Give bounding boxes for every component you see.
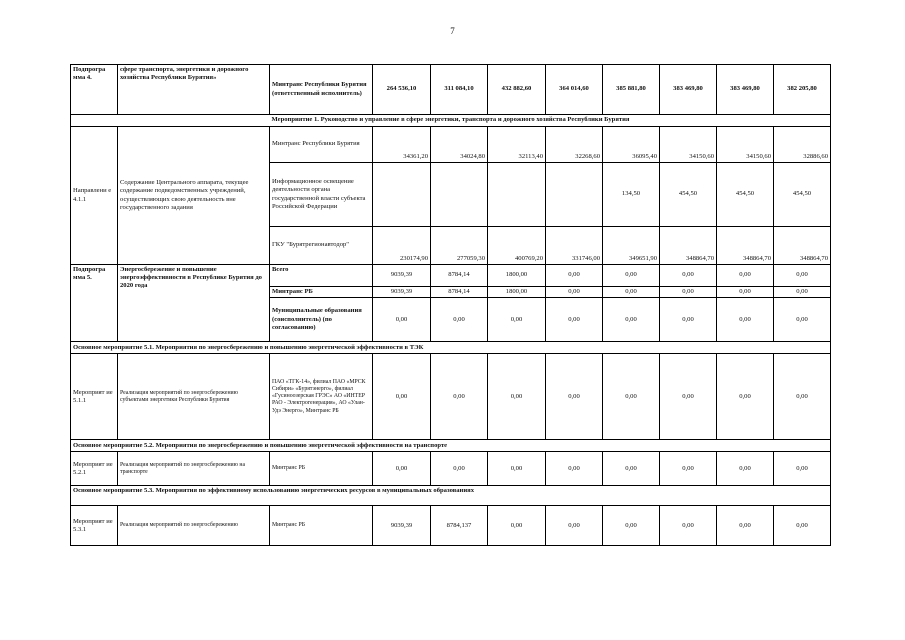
- value-cell: 34150,60: [660, 127, 717, 163]
- table-row: [71, 65, 831, 115]
- value-cell: 32268,60: [546, 127, 603, 163]
- value-cell: 349651,90: [603, 227, 660, 265]
- value-cell: 32886,60: [774, 127, 831, 163]
- value-cell: 0,00: [717, 452, 774, 486]
- value-cell: 8784,14: [431, 287, 488, 298]
- value-cell: 0,00: [774, 287, 831, 298]
- value-cell: 348864,70: [774, 227, 831, 265]
- value-cell: 34361,20: [373, 127, 431, 163]
- value-cell: 0,00: [774, 506, 831, 546]
- section-header: Основное мероприятие 5.3. Мероприятия по эффективному использованию энергетических ресурсов в муниципальных образованиях: [71, 486, 831, 506]
- row-executor: ПАО «ТГК-14», филиал ПАО «МРСК Сибири» «Бурятэнерго», филиал «Гусиноозерская ГРЭС» АО «ИНТЕР РАО - Электрогенерация», АО «Улан-Удэ Энерго», Минтранс РБ: [270, 354, 373, 440]
- row-name: Энергосбережение и повышение энергоэффективности в Республике Бурятия до 2020 года: [118, 265, 270, 342]
- value-cell: [546, 163, 603, 227]
- value-cell: 230174,90: [373, 227, 431, 265]
- value-cell: 0,00: [717, 265, 774, 287]
- value-cell: 32113,40: [488, 127, 546, 163]
- value-cell: 0,00: [660, 287, 717, 298]
- value-cell: 0,00: [774, 452, 831, 486]
- value-cell: 382 205,80: [774, 65, 831, 115]
- value-cell: 0,00: [488, 354, 546, 440]
- value-cell: 0,00: [603, 287, 660, 298]
- value-cell: 134,50: [603, 163, 660, 227]
- row-executor: ГКУ "Бурятрегионавтодор": [270, 227, 373, 265]
- value-cell: 454,50: [717, 163, 774, 227]
- row-code: Мероприят ие 5.2.1: [71, 452, 118, 486]
- row-executor: Всего: [270, 265, 373, 287]
- value-cell: 331746,00: [546, 227, 603, 265]
- value-cell: 264 536,10: [373, 65, 431, 115]
- value-cell: 0,00: [603, 452, 660, 486]
- row-executor: Информационное освещение деятельности органа государственной власти субъекта Российской Федерации: [270, 163, 373, 227]
- value-cell: 0,00: [373, 298, 431, 342]
- page-number: 7: [450, 26, 455, 36]
- value-cell: 36095,40: [603, 127, 660, 163]
- value-cell: 0,00: [660, 298, 717, 342]
- value-cell: 34150,60: [717, 127, 774, 163]
- value-cell: 1800,00: [488, 287, 546, 298]
- value-cell: 0,00: [774, 354, 831, 440]
- row-code: Мероприят ие 5.1.1: [71, 354, 118, 440]
- value-cell: 454,50: [774, 163, 831, 227]
- value-cell: 0,00: [603, 506, 660, 546]
- row-code: Подпрогра мма 4.: [71, 65, 118, 115]
- table-row: [71, 127, 831, 163]
- value-cell: 0,00: [660, 452, 717, 486]
- value-cell: 0,00: [603, 298, 660, 342]
- value-cell: [488, 163, 546, 227]
- value-cell: 0,00: [717, 298, 774, 342]
- value-cell: 0,00: [717, 506, 774, 546]
- value-cell: 0,00: [546, 265, 603, 287]
- budget-table: [70, 64, 831, 546]
- table-row: [71, 354, 831, 440]
- row-executor: Минтранс Республики Бурятия: [270, 127, 373, 163]
- row-name: Реализация мероприятий по энергосбережению на транспорте: [118, 452, 270, 486]
- row-executor: Минтранс РБ: [270, 287, 373, 298]
- value-cell: 311 084,10: [431, 65, 488, 115]
- section-header: Мероприятие 1. Руководство и управление в сфере энергетики, транспорта и дорожного хозяйства Республики Бурятия: [71, 115, 831, 127]
- value-cell: 0,00: [431, 452, 488, 486]
- value-cell: 0,00: [603, 265, 660, 287]
- value-cell: 0,00: [546, 287, 603, 298]
- value-cell: [431, 163, 488, 227]
- section-header: Основное мероприятие 5.1. Мероприятия по энергосбережению и повышению энергетической эффективности в ТЭК: [71, 342, 831, 354]
- value-cell: 0,00: [546, 452, 603, 486]
- value-cell: 0,00: [373, 452, 431, 486]
- value-cell: 454,50: [660, 163, 717, 227]
- value-cell: 348864,70: [660, 227, 717, 265]
- row-name: Реализация мероприятий по энергосбережению: [118, 506, 270, 546]
- value-cell: 0,00: [431, 298, 488, 342]
- row-code: Мероприят ие 5.3.1: [71, 506, 118, 546]
- table-row: [71, 452, 831, 486]
- value-cell: 383 469,80: [717, 65, 774, 115]
- value-cell: 364 014,60: [546, 65, 603, 115]
- value-cell: 277059,30: [431, 227, 488, 265]
- value-cell: 8784,137: [431, 506, 488, 546]
- section-header-row: [71, 486, 831, 506]
- value-cell: 0,00: [774, 265, 831, 287]
- row-name: Реализация мероприятий по энергосбережению субъектами энергетики Республики Бурятия: [118, 354, 270, 440]
- value-cell: 0,00: [546, 354, 603, 440]
- value-cell: 0,00: [488, 452, 546, 486]
- value-cell: 34024,80: [431, 127, 488, 163]
- value-cell: 432 882,60: [488, 65, 546, 115]
- value-cell: 348864,70: [717, 227, 774, 265]
- value-cell: [373, 163, 431, 227]
- value-cell: 0,00: [717, 287, 774, 298]
- value-cell: 0,00: [546, 298, 603, 342]
- value-cell: 0,00: [660, 506, 717, 546]
- value-cell: 0,00: [660, 354, 717, 440]
- row-code: Направлени е 4.1.1: [71, 127, 118, 265]
- row-name: Содержание Центрального аппарата, текущее содержание подведомственных учреждений, осуществляющих свою деятельность вне государственного задания: [118, 127, 270, 265]
- value-cell: 0,00: [373, 354, 431, 440]
- section-header-row: [71, 440, 831, 452]
- row-executor: Минтранс РБ: [270, 452, 373, 486]
- value-cell: 0,00: [717, 354, 774, 440]
- row-executor: Минтранс РБ: [270, 506, 373, 546]
- value-cell: 0,00: [488, 298, 546, 342]
- value-cell: 0,00: [431, 354, 488, 440]
- value-cell: 0,00: [546, 506, 603, 546]
- section-header: Основное мероприятие 5.2. Мероприятия по энергосбережению и повышению энергетической эффективности на транспорте: [71, 440, 831, 452]
- row-code: Подпрогра мма 5.: [71, 265, 118, 342]
- value-cell: 9039,39: [373, 265, 431, 287]
- value-cell: 385 881,80: [603, 65, 660, 115]
- value-cell: 0,00: [488, 506, 546, 546]
- value-cell: 0,00: [603, 354, 660, 440]
- value-cell: 8784,14: [431, 265, 488, 287]
- section-header-row: [71, 115, 831, 127]
- value-cell: 0,00: [774, 298, 831, 342]
- value-cell: 9039,39: [373, 506, 431, 546]
- value-cell: 383 469,80: [660, 65, 717, 115]
- row-executor: Минтранс Республики Бурятия (ответственный исполнитель): [270, 65, 373, 115]
- value-cell: 1800,00: [488, 265, 546, 287]
- value-cell: 400769,20: [488, 227, 546, 265]
- section-header-row: [71, 342, 831, 354]
- value-cell: 0,00: [660, 265, 717, 287]
- table-row: [71, 506, 831, 546]
- row-name: сфере транспорта, энергетики и дорожного хозяйства Республики Бурятия»: [118, 65, 270, 115]
- table-row: [71, 265, 831, 287]
- value-cell: 9039,39: [373, 287, 431, 298]
- row-executor: Муниципальные образования (соисполнитель) (по согласованию): [270, 298, 373, 342]
